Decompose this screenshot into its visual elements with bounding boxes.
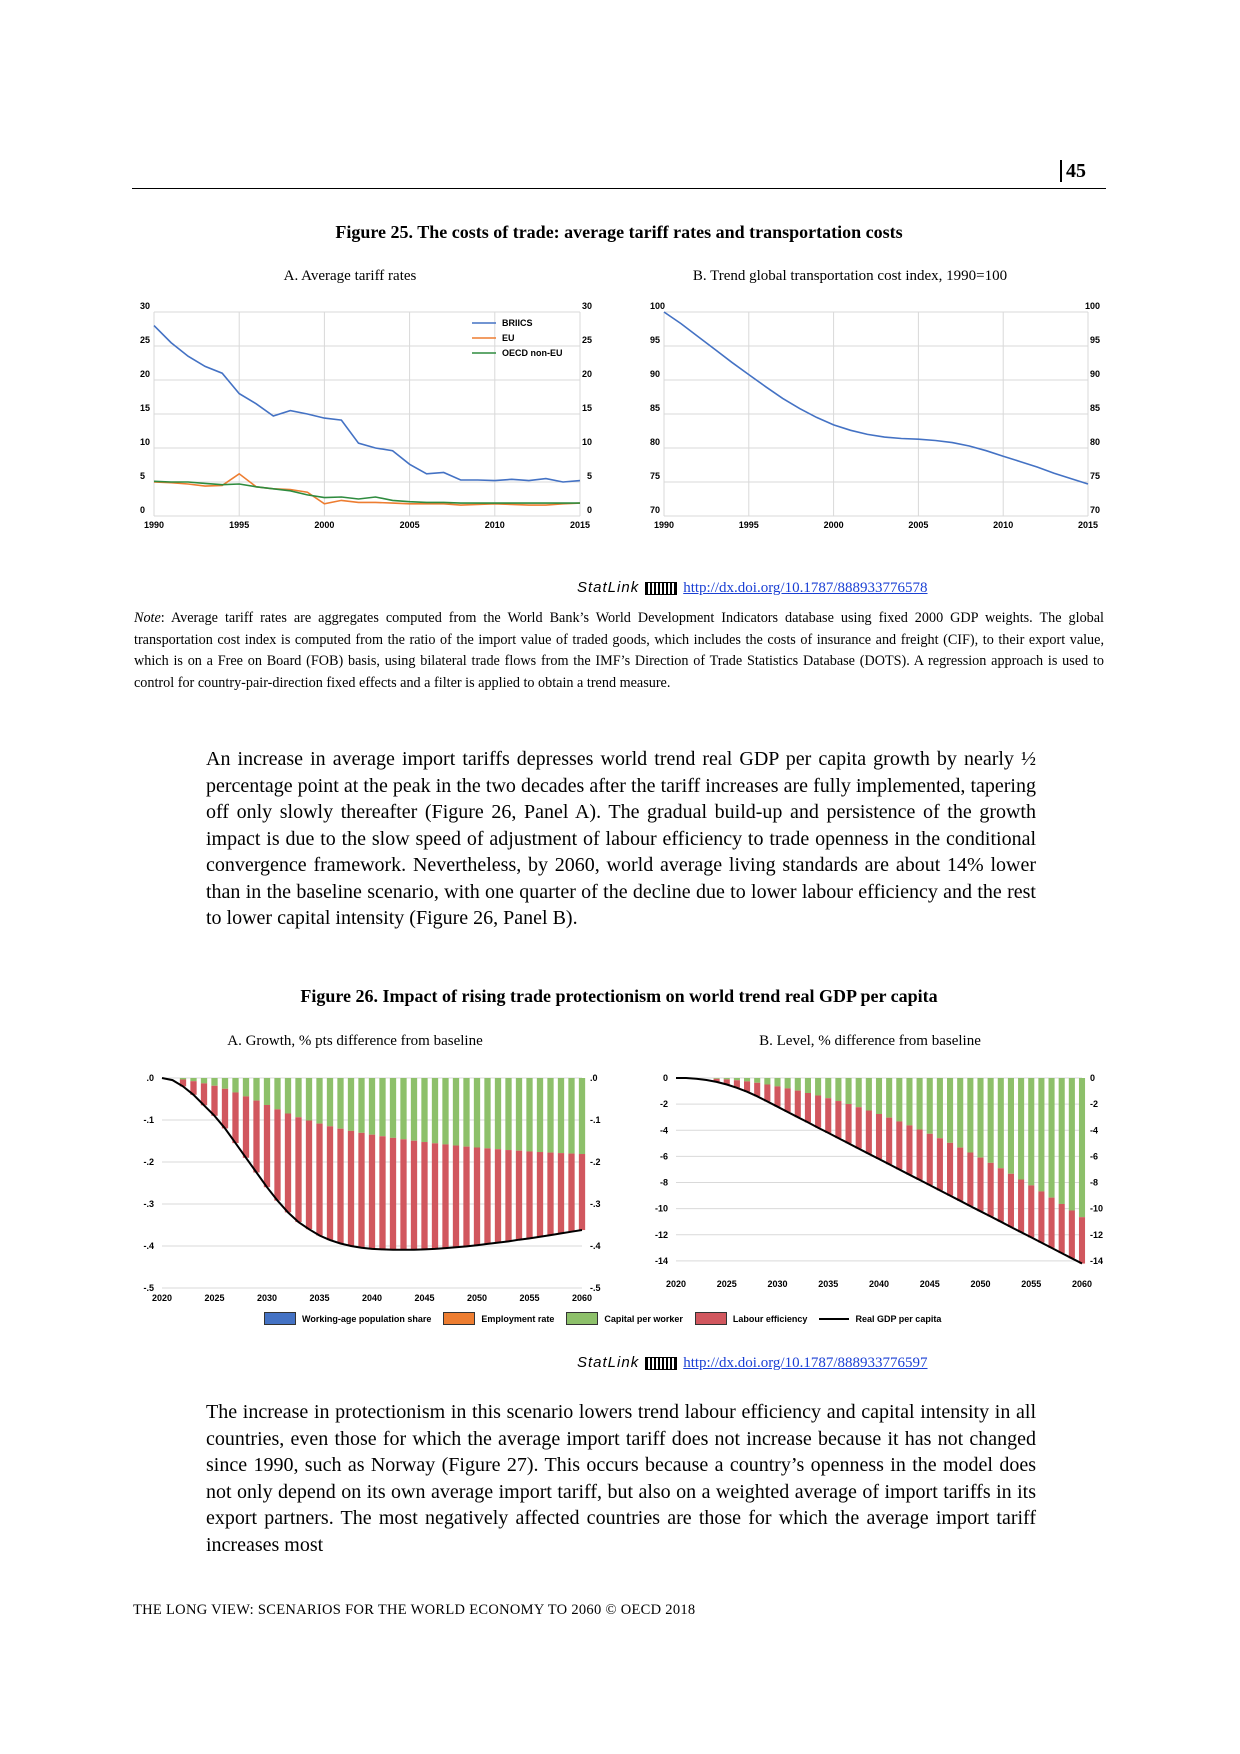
bar-labour-efficiency (927, 1134, 933, 1185)
x-tick-label: 2020 (665, 1279, 687, 1289)
bar-capital-per-worker (463, 1078, 469, 1147)
bar-labour-efficiency (453, 1146, 459, 1248)
y-tick-label: 15 (581, 403, 592, 413)
bar-capital-per-worker (568, 1078, 574, 1154)
bar-capital-per-worker (327, 1078, 333, 1126)
legend-swatch-working-age (264, 1312, 296, 1325)
x-tick-label: 1995 (229, 520, 250, 530)
page-number: 45 (1066, 160, 1086, 182)
bar-labour-efficiency (947, 1143, 953, 1196)
bar-capital-per-worker (774, 1078, 780, 1086)
legend-gdp (819, 1314, 941, 1324)
x-tick-label: 2015 (569, 520, 591, 530)
bar-labour-efficiency (390, 1138, 396, 1250)
figure-25a-y-axis-right (582, 301, 592, 515)
y-tick-label: 0 (1090, 1073, 1096, 1083)
bar-labour-efficiency (463, 1147, 469, 1247)
bar-labour-efficiency (211, 1086, 217, 1116)
bar-capital-per-worker (754, 1078, 760, 1083)
bar-capital-per-worker (917, 1078, 923, 1130)
statlink-1-url[interactable]: http://dx.doi.org/10.1787/888933776578 (683, 580, 928, 596)
bar-capital-per-worker (896, 1078, 902, 1121)
figure-26b-x-axis (666, 1279, 1092, 1289)
bar-capital-per-worker (795, 1078, 801, 1091)
figure-26a-y-axis-right (590, 1073, 601, 1293)
bar-labour-efficiency (988, 1163, 994, 1217)
y-tick-label: 0 (586, 505, 592, 515)
bar-labour-efficiency (937, 1138, 943, 1190)
bar-capital-per-worker (337, 1078, 343, 1129)
y-tick-label: -.3 (143, 1199, 154, 1209)
bar-labour-efficiency (526, 1151, 532, 1238)
bar-capital-per-worker (390, 1078, 396, 1138)
bar-capital-per-worker (1028, 1078, 1034, 1185)
bar-labour-efficiency (856, 1107, 862, 1148)
y-tick-label: -8 (659, 1177, 668, 1188)
bar-labour-efficiency (886, 1118, 892, 1165)
x-tick-label: 2030 (767, 1279, 788, 1289)
bar-labour-efficiency (537, 1152, 543, 1237)
legend-label: EU (502, 333, 515, 343)
bar-labour-efficiency (316, 1124, 322, 1236)
bar-capital-per-worker (734, 1078, 740, 1080)
bar-capital-per-worker (379, 1078, 385, 1136)
bar-labour-efficiency (977, 1158, 983, 1212)
bar-capital-per-worker (474, 1078, 480, 1148)
x-tick-label: 2005 (399, 520, 420, 530)
y-tick-label: 5 (586, 471, 592, 481)
y-tick-label: 5 (140, 471, 146, 481)
bar-capital-per-worker (400, 1078, 406, 1139)
statlink-2 (577, 1354, 928, 1372)
y-tick-label: 25 (140, 335, 151, 345)
bar-capital-per-worker (201, 1078, 207, 1083)
bar-capital-per-worker (547, 1078, 553, 1153)
series-line-transport-cost-index (664, 312, 1088, 484)
figure-25-title: Figure 25. The costs of trade: average tariff rates and transportation costs (335, 222, 903, 242)
bar-capital-per-worker (724, 1078, 730, 1079)
bar-capital-per-worker (411, 1078, 417, 1141)
y-tick-label: 30 (140, 301, 151, 311)
bar-capital-per-worker (537, 1078, 543, 1152)
y-tick-label: -.4 (590, 1241, 601, 1251)
figure-26-legend (264, 1312, 953, 1325)
bar-labour-efficiency (764, 1085, 770, 1102)
bar-labour-efficiency (805, 1093, 811, 1122)
bar-labour-efficiency (484, 1148, 490, 1244)
figure-26b-y-axis-left (655, 1073, 668, 1266)
bar-labour-efficiency (516, 1151, 522, 1240)
x-tick-label: 1990 (143, 520, 165, 530)
y-tick-label: -.1 (143, 1115, 154, 1125)
bar-capital-per-worker (714, 1078, 720, 1079)
y-tick-label: 70 (1089, 505, 1100, 515)
legend-label-working-age: Working-age population share (302, 1313, 432, 1324)
bar-capital-per-worker (1079, 1078, 1085, 1217)
y-tick-label: 100 (650, 301, 666, 311)
y-tick-label: -10 (654, 1203, 668, 1214)
legend-label-gdp: Real GDP per capita (855, 1313, 942, 1324)
bar-capital-per-worker (815, 1078, 821, 1096)
y-tick-label: 85 (650, 403, 661, 413)
y-tick-label: -10 (1090, 1203, 1104, 1214)
y-tick-label: 10 (581, 437, 592, 447)
bar-capital-per-worker (243, 1078, 249, 1096)
figure-25a-y-axis-left (140, 301, 150, 515)
bar-capital-per-worker (1008, 1078, 1014, 1174)
bar-labour-efficiency (795, 1091, 801, 1118)
figure-25b-x-axis (654, 520, 1098, 530)
bar-labour-efficiency (379, 1136, 385, 1249)
x-tick-label: 2025 (204, 1293, 225, 1303)
bar-capital-per-worker (453, 1078, 459, 1146)
page-footer: THE LONG VIEW: SCENARIOS FOR THE WORLD ECONOMY TO 2060 © OECD 2018 (133, 1602, 696, 1618)
legend-capital (566, 1312, 683, 1325)
bar-capital-per-worker (1018, 1078, 1024, 1180)
figure-25b-y-axis-left (650, 301, 665, 515)
bar-labour-efficiency (1059, 1204, 1065, 1253)
y-tick-label: 100 (1084, 301, 1100, 311)
bar-labour-efficiency (774, 1086, 780, 1106)
bar-labour-efficiency (876, 1114, 882, 1159)
bar-capital-per-worker (977, 1078, 983, 1158)
body-paragraph-1: An increase in average import tariffs depresses world trend real GDP per capita growth by nearly ½ percentage point at the peak in the two decades after the tariff increases are fully implemented, tapering off only slowly thereafter (Figure 26, Panel A). The gradual build-up and persistence of the growth impact is due to the slow speed of adjustment of labour efficiency to trade openness in the conditional convergence framework. Nevertheless, by 2060, world average living standards are about 14% lower than in the baseline scenario, with one quarter of the decline due to lower labour efficiency and the rest to lower capital intensity (Figure 26, Panel B). (206, 748, 1036, 929)
legend-employment (443, 1312, 554, 1325)
x-tick-label: 2060 (1071, 1279, 1093, 1289)
bar-labour-efficiency (1008, 1174, 1014, 1227)
bar-labour-efficiency (442, 1144, 448, 1248)
note-lead: Note (134, 610, 161, 626)
bar-capital-per-worker (947, 1078, 953, 1143)
legend-working-age (264, 1312, 431, 1325)
statlink-logo-icon (645, 582, 677, 595)
bar-labour-efficiency (505, 1150, 511, 1241)
y-tick-label: -12 (654, 1229, 668, 1240)
bar-labour-efficiency (348, 1131, 354, 1246)
bar-capital-per-worker (927, 1078, 933, 1134)
legend-label: OECD non-EU (502, 348, 563, 358)
figure-26a-x-axis (152, 1293, 592, 1303)
y-tick-label: 85 (1089, 403, 1100, 413)
body-paragraph-2: The increase in protectionism in this scenario lowers trend labour efficiency and capital intensity in all countries, even those for which the average import tariff does not increase because it has not changed since 1990, such as Norway (Figure 27). This occurs because a country’s openness in the model does not only depend on its own average import tariff, but also on a weighted average of import tariffs in its export partners. The most negatively affected countries are those for which the average import tariff increases most (206, 1401, 1036, 1556)
bar-capital-per-worker (988, 1078, 994, 1163)
y-tick-label: -.5 (590, 1283, 601, 1293)
legend-swatch-gdp (819, 1318, 849, 1320)
bar-capital-per-worker (835, 1078, 841, 1101)
bar-capital-per-worker (358, 1078, 364, 1133)
figure-25b-chart (626, 298, 1106, 544)
y-tick-label: 30 (581, 301, 592, 311)
y-tick-label: 75 (1089, 471, 1100, 481)
bar-capital-per-worker (558, 1078, 564, 1153)
x-tick-label: 2010 (484, 520, 505, 530)
bar-labour-efficiency (274, 1109, 280, 1200)
bar-capital-per-worker (805, 1078, 811, 1093)
x-tick-label: 1995 (738, 520, 759, 530)
bar-labour-efficiency (1049, 1198, 1055, 1248)
x-tick-label: 2050 (970, 1279, 991, 1289)
y-tick-label: -4 (1090, 1125, 1099, 1136)
bar-labour-efficiency (327, 1126, 333, 1240)
bar-capital-per-worker (190, 1078, 196, 1081)
bar-labour-efficiency (421, 1142, 427, 1249)
legend-label-labour: Labour efficiency (732, 1313, 808, 1324)
bar-capital-per-worker (285, 1078, 291, 1114)
bar-labour-efficiency (285, 1114, 291, 1213)
bar-capital-per-worker (495, 1078, 501, 1149)
y-tick-label: -14 (654, 1255, 668, 1266)
x-tick-label: 2020 (151, 1293, 173, 1303)
bar-capital-per-worker (1069, 1078, 1075, 1210)
bar-capital-per-worker (856, 1078, 862, 1107)
bar-capital-per-worker (348, 1078, 354, 1131)
figure-25-note (134, 608, 1104, 694)
y-tick-label: -.2 (590, 1157, 601, 1167)
bar-capital-per-worker (998, 1078, 1004, 1168)
bar-labour-efficiency (917, 1130, 923, 1180)
x-tick-label: 2035 (309, 1293, 330, 1303)
note-text: : Average tariff rates are aggregates computed from the World Bank’s World Development Indicators database using fixed 2000 GDP weights. The global transportation cost index is computed from the ratio of the import value of traded goods, which includes the costs of insurance and freight (CIF), to their export value, which is on a Free on Board (FOB) basis, using bilateral trade flows from the IMF’s Direction of Trade Statistics Database (DOTS). A regression approach is used to control for country-pair-direction fixed effects and a filter is applied to obtain a trend measure. (134, 610, 1104, 691)
bar-capital-per-worker (1049, 1078, 1055, 1198)
figure-26b-y-axis-right (1090, 1073, 1103, 1266)
y-tick-label: 15 (140, 403, 151, 413)
y-tick-label: 20 (581, 369, 592, 379)
bar-labour-efficiency (358, 1133, 364, 1248)
bar-labour-efficiency (558, 1153, 564, 1233)
figure-25b-series (664, 312, 1088, 484)
legend-label-capital: Capital per worker (604, 1313, 683, 1324)
header-rule (132, 188, 1106, 189)
bar-capital-per-worker (274, 1078, 280, 1109)
y-tick-label: 80 (1089, 437, 1100, 447)
series-line-oecd-non-eu (154, 481, 580, 503)
y-tick-label: -6 (1090, 1151, 1099, 1162)
y-tick-label: -12 (1090, 1229, 1104, 1240)
figure-25-panel-b-title: B. Trend global transportation cost index, 1990=100 (692, 268, 1008, 284)
bar-capital-per-worker (222, 1078, 228, 1089)
bar-labour-efficiency (306, 1120, 312, 1229)
bar-capital-per-worker (211, 1078, 217, 1086)
bar-labour-efficiency (1028, 1185, 1034, 1237)
bar-labour-efficiency (253, 1101, 259, 1173)
bar-labour-efficiency (1038, 1191, 1044, 1242)
figure-25b-y-axis-right (1085, 301, 1100, 515)
x-tick-label: 1990 (653, 520, 675, 530)
bar-labour-efficiency (411, 1141, 417, 1250)
x-tick-label: 2040 (361, 1293, 383, 1303)
legend-labour (695, 1312, 808, 1325)
y-tick-label: -6 (659, 1151, 668, 1162)
bar-capital-per-worker (306, 1078, 312, 1120)
legend-swatch-employment (443, 1312, 475, 1325)
bar-capital-per-worker (484, 1078, 490, 1148)
y-tick-label: -8 (1090, 1177, 1099, 1188)
y-tick-label: -2 (659, 1099, 668, 1110)
y-tick-label: -.3 (590, 1199, 601, 1209)
figure-26a-bars (180, 1078, 585, 1250)
series-line-eu (154, 474, 580, 505)
bar-capital-per-worker (442, 1078, 448, 1144)
x-tick-label: 2025 (716, 1279, 737, 1289)
bar-labour-efficiency (1079, 1217, 1085, 1263)
y-tick-label: 0 (662, 1073, 668, 1083)
bar-capital-per-worker (744, 1078, 750, 1081)
bar-labour-efficiency (243, 1096, 249, 1157)
bar-labour-efficiency (295, 1117, 301, 1222)
y-tick-label: 0 (140, 505, 146, 515)
bar-labour-efficiency (232, 1092, 238, 1143)
x-tick-label: 2035 (818, 1279, 839, 1289)
bar-capital-per-worker (432, 1078, 438, 1143)
bar-capital-per-worker (253, 1078, 259, 1101)
bar-capital-per-worker (825, 1078, 831, 1098)
figure-25a-x-axis (144, 520, 590, 530)
figure-26-title: Figure 26. Impact of rising trade protectionism on world trend real GDP per capita (300, 986, 938, 1006)
x-tick-label: 2055 (519, 1293, 540, 1303)
y-tick-label: 25 (581, 335, 592, 345)
bar-capital-per-worker (232, 1078, 238, 1092)
bar-labour-efficiency (222, 1089, 228, 1129)
bar-capital-per-worker (876, 1078, 882, 1114)
figure-25a-legend (472, 318, 563, 358)
bar-capital-per-worker (526, 1078, 532, 1151)
bar-labour-efficiency (568, 1154, 574, 1232)
y-tick-label: 95 (1089, 335, 1100, 345)
statlink-1-label: StatLink (577, 579, 640, 596)
y-tick-label: 95 (650, 335, 661, 345)
bar-capital-per-worker (421, 1078, 427, 1142)
x-tick-label: 2045 (414, 1293, 435, 1303)
x-tick-label: 2010 (993, 520, 1014, 530)
figure-26a-chart (132, 1064, 622, 1310)
bar-labour-efficiency (547, 1153, 553, 1236)
legend-swatch-capital (566, 1312, 598, 1325)
x-tick-label: 2040 (868, 1279, 890, 1289)
bar-labour-efficiency (337, 1129, 343, 1244)
y-tick-label: -.5 (143, 1283, 154, 1293)
bar-labour-efficiency (369, 1135, 375, 1249)
y-tick-label: -2 (1090, 1099, 1099, 1110)
bar-capital-per-worker (316, 1078, 322, 1124)
bar-labour-efficiency (1069, 1210, 1075, 1258)
figure-26-panel-b-title: B. Level, % difference from baseline (759, 1033, 981, 1049)
bar-capital-per-worker (764, 1078, 770, 1085)
bar-capital-per-worker (180, 1078, 186, 1080)
x-tick-label: 2005 (908, 520, 929, 530)
bar-capital-per-worker (505, 1078, 511, 1150)
bar-labour-efficiency (906, 1125, 912, 1174)
x-tick-label: 2015 (1077, 520, 1099, 530)
bar-capital-per-worker (785, 1078, 791, 1088)
x-tick-label: 2055 (1021, 1279, 1042, 1289)
figure-26b-chart (632, 1064, 1106, 1310)
bar-labour-efficiency (432, 1143, 438, 1249)
bar-capital-per-worker (516, 1078, 522, 1151)
legend-label-employment: Employment rate (481, 1313, 555, 1324)
bar-capital-per-worker (1038, 1078, 1044, 1191)
x-tick-label: 2050 (466, 1293, 488, 1303)
legend-label: BRIICS (502, 318, 533, 328)
x-tick-label: 2000 (823, 520, 844, 530)
bar-capital-per-worker (957, 1078, 963, 1148)
bar-labour-efficiency (400, 1139, 406, 1249)
bar-capital-per-worker (906, 1078, 912, 1125)
x-tick-label: 2000 (314, 520, 335, 530)
y-tick-label: -14 (1090, 1255, 1104, 1266)
bar-labour-efficiency (815, 1096, 821, 1128)
bar-capital-per-worker (937, 1078, 943, 1138)
y-tick-label: 70 (650, 505, 661, 515)
y-tick-label: -4 (659, 1125, 668, 1136)
x-tick-label: 2045 (919, 1279, 940, 1289)
y-tick-label: 75 (650, 471, 661, 481)
legend-swatch-labour (695, 1312, 727, 1325)
figure-25b-grid (664, 312, 1088, 516)
bar-labour-efficiency (579, 1154, 585, 1230)
y-tick-label: 10 (140, 437, 151, 447)
bar-labour-efficiency (896, 1121, 902, 1169)
bar-capital-per-worker (846, 1078, 852, 1104)
statlink-logo-icon (645, 1357, 677, 1370)
figure-25a-chart (132, 298, 612, 544)
bar-capital-per-worker (1059, 1078, 1065, 1204)
bar-labour-efficiency (846, 1104, 852, 1143)
x-tick-label: 2060 (571, 1293, 593, 1303)
bar-labour-efficiency (474, 1148, 480, 1246)
bar-capital-per-worker (886, 1078, 892, 1118)
header-separator (1060, 160, 1062, 182)
bar-capital-per-worker (264, 1078, 270, 1105)
bar-labour-efficiency (785, 1088, 791, 1112)
bar-capital-per-worker (967, 1078, 973, 1153)
bar-labour-efficiency (1018, 1180, 1024, 1233)
figure-25-panel-a-title: A. Average tariff rates (283, 268, 417, 284)
bar-capital-per-worker (295, 1078, 301, 1117)
bar-labour-efficiency (957, 1148, 963, 1201)
bar-capital-per-worker (369, 1078, 375, 1135)
statlink-1 (577, 579, 928, 597)
figure-26a-y-axis-left (143, 1073, 154, 1293)
y-tick-label: -.1 (590, 1115, 601, 1125)
bar-labour-efficiency (495, 1149, 501, 1242)
statlink-2-label: StatLink (577, 1354, 640, 1371)
x-tick-label: 2030 (256, 1293, 278, 1303)
y-tick-label: -.4 (143, 1241, 154, 1251)
bar-labour-efficiency (998, 1168, 1004, 1222)
bar-capital-per-worker (866, 1078, 872, 1111)
y-tick-label: -.2 (143, 1157, 154, 1167)
y-tick-label: 20 (140, 369, 151, 379)
bar-labour-efficiency (967, 1153, 973, 1207)
y-tick-label: 80 (650, 437, 661, 447)
statlink-2-url[interactable]: http://dx.doi.org/10.1787/888933776597 (683, 1355, 928, 1371)
bar-labour-efficiency (835, 1101, 841, 1138)
y-tick-label: .0 (146, 1073, 154, 1083)
bar-labour-efficiency (825, 1098, 831, 1133)
bar-labour-efficiency (866, 1111, 872, 1154)
y-tick-label: 90 (1089, 369, 1100, 379)
y-tick-label: .0 (590, 1073, 598, 1083)
y-tick-label: 90 (650, 369, 661, 379)
bar-capital-per-worker (579, 1078, 585, 1154)
figure-26-panel-a-title: A. Growth, % pts difference from baseline (227, 1033, 483, 1049)
bar-labour-efficiency (264, 1105, 270, 1187)
